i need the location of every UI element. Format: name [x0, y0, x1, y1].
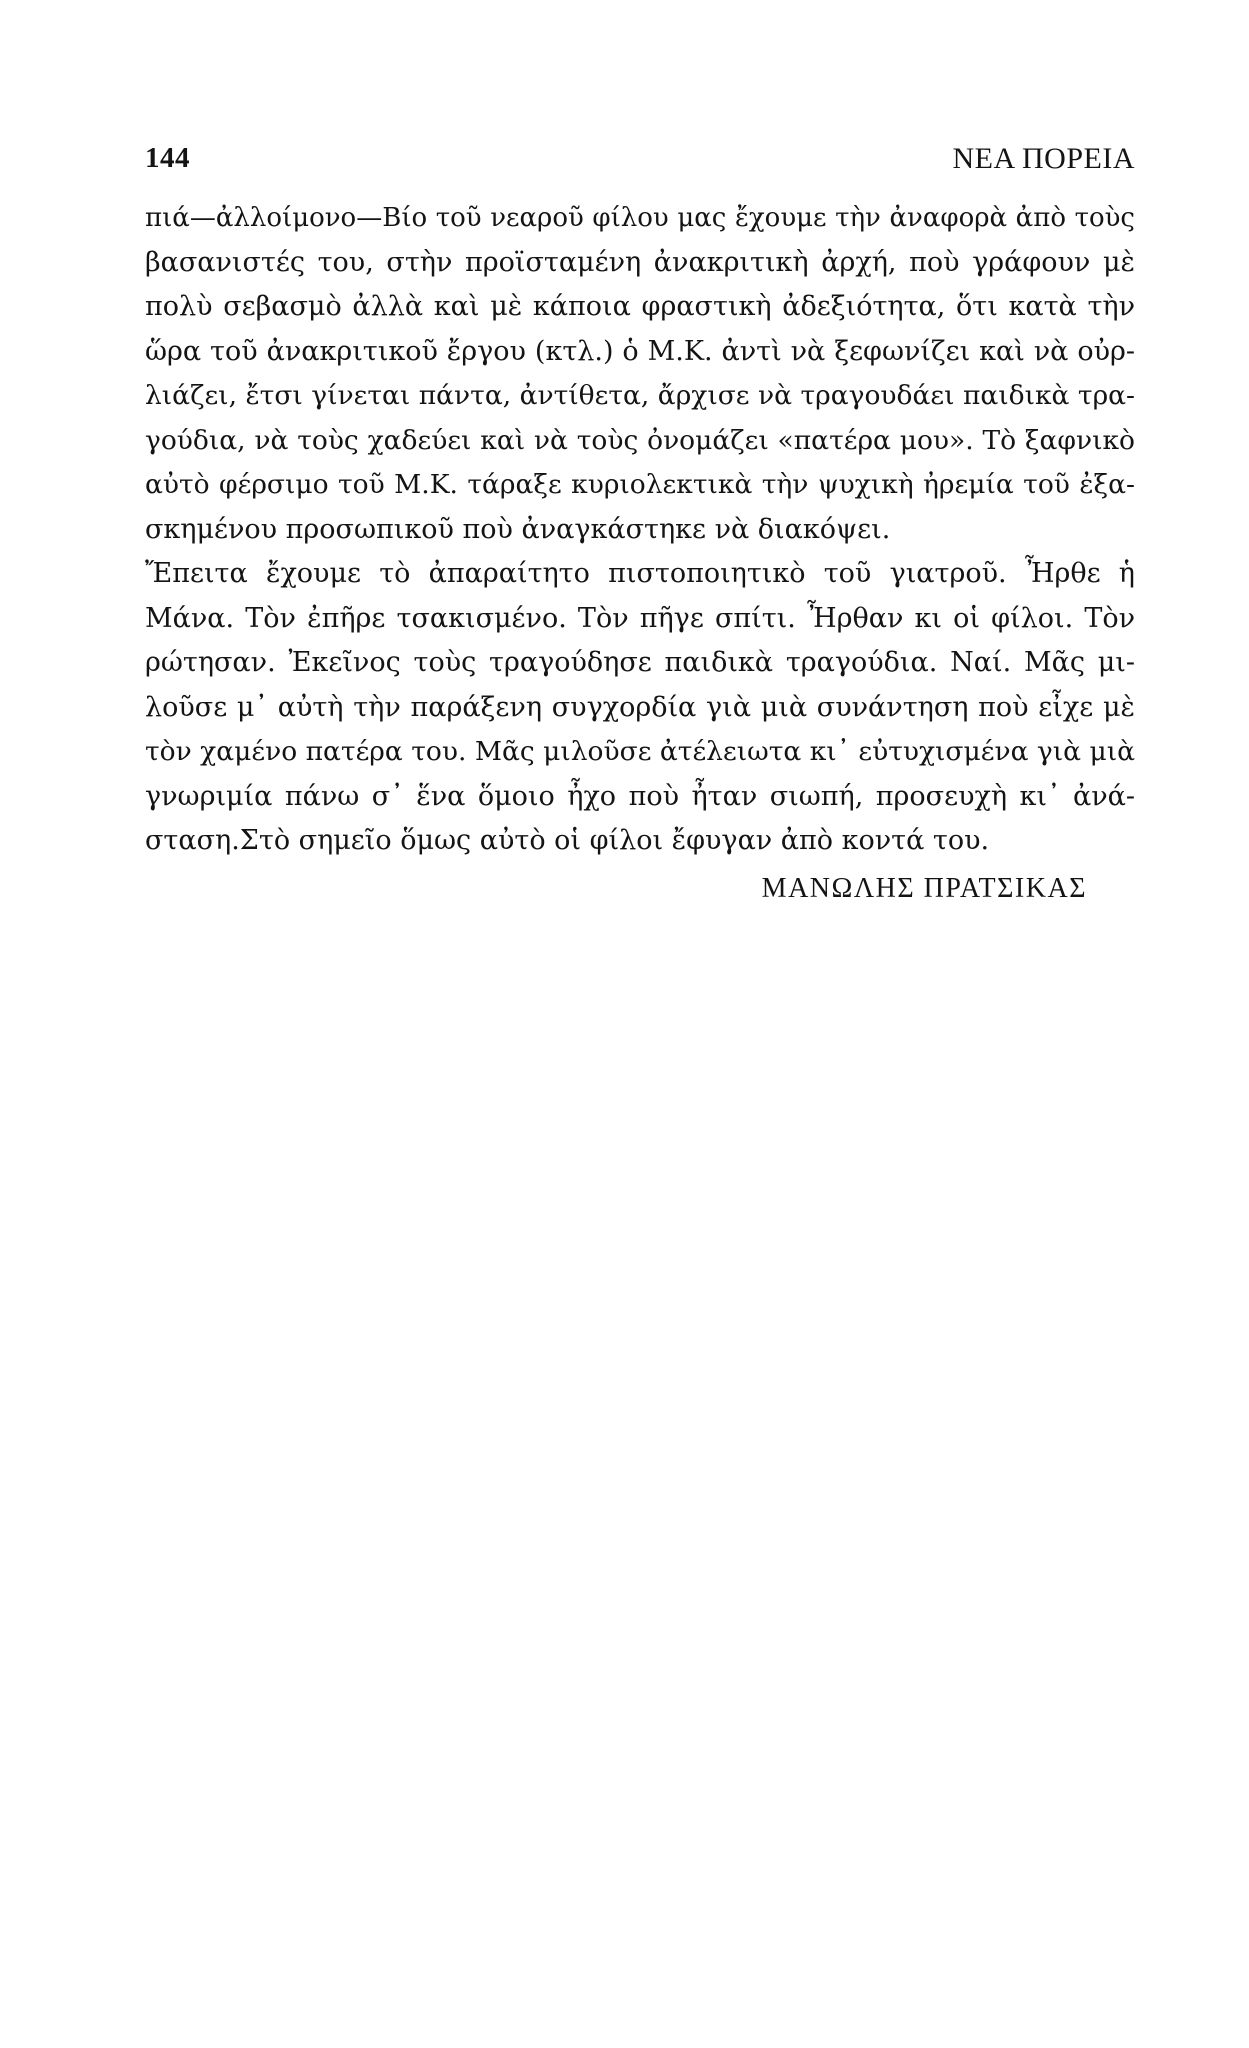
text-line: αὐτὸ φέρσιμο τοῦ Μ.Κ. τάραξε κυριολεκτικὰ τὴν ψυχικὴ ἠρεμία τοῦ ἐξα-: [145, 469, 1135, 500]
page-number: 144: [145, 142, 190, 174]
text-line: γούδια, νὰ τοὺς χαδεύει καὶ νὰ τοὺς ὀνομάζει «πατέρα μου». Τὸ ξαφνικὸ: [145, 424, 1135, 456]
text-line: τὸν χαμένο πατέρα του. Μᾶς μιλοῦσε ἀτέλειωτα κι᾽ εὐτυχισμένα γιὰ μιὰ: [145, 736, 1135, 767]
text-line: Ἔπειτα ἔχουμε τὸ ἀπαραίτητο πιστοποιητικὸ τοῦ γιατροῦ. Ἦρθε ἡ: [145, 558, 1135, 589]
author-signature: ΜΑΝΩΛΗΣ ΠΡΑΤΣΙΚΑΣ: [761, 873, 1087, 904]
text-line: ρώτησαν. Ἐκεῖνος τοὺς τραγούδησε παιδικὰ τραγούδια. Ναί. Μᾶς μι-: [145, 647, 1135, 678]
text-line: σκημένου προσωπικοῦ ποὺ ἀναγκάστηκε νὰ διακόψει.: [145, 513, 891, 545]
text-line: σταση.Στὸ σημεῖο ὅμως αὐτὸ οἱ φίλοι ἔφυγαν ἀπὸ κοντά του.: [145, 825, 990, 856]
text-line: ὥρα τοῦ ἀνακριτικοῦ ἔργου (κτλ.) ὁ Μ.Κ. ἀντὶ νὰ ξεφωνίζει καὶ νὰ οὐρ-: [145, 335, 1135, 367]
article-text: [145, 196, 1135, 864]
text-line: λοῦσε μ᾽ αὐτὴ τὴν παράξενη συγχορδία γιὰ μιὰ συνάντηση ποὺ εἶχε μὲ: [145, 691, 1135, 723]
text-line: πολὺ σεβασμὸ ἀλλὰ καὶ μὲ κάποια φραστικὴ ἀδεξιότητα, ὅτι κατὰ τὴν: [145, 291, 1135, 322]
journal-title: ΝΕΑ ΠΟΡΕΙΑ: [952, 142, 1135, 175]
text-line: γνωριμία πάνω σ᾽ ἕνα ὅμοιο ἦχο ποὺ ἦταν σιωπή, προσευχὴ κι᾽ ἀνά-: [145, 780, 1135, 812]
text-line: λιάζει, ἔτσι γίνεται πάντα, ἀντίθετα, ἄρχισε νὰ τραγουδάει παιδικὰ τρα-: [145, 380, 1135, 411]
text-line: Μάνα. Τὸν ἐπῆρε τσακισμένο. Τὸν πῆγε σπίτι. Ἦρθαν κι οἱ φίλοι. Τὸν: [145, 602, 1135, 634]
running-header: [145, 142, 1135, 182]
text-line: βασανιστές του, στὴν προϊσταμένη ἀνακριτικὴ ἀρχή, ποὺ γράφουν μὲ: [145, 246, 1135, 278]
text-line: πιά—ἀλλοίμονο—Βίο τοῦ νεαροῦ φίλου μας ἔχουμε τὴν ἀναφορὰ ἀπὸ τοὺς: [145, 203, 1135, 233]
